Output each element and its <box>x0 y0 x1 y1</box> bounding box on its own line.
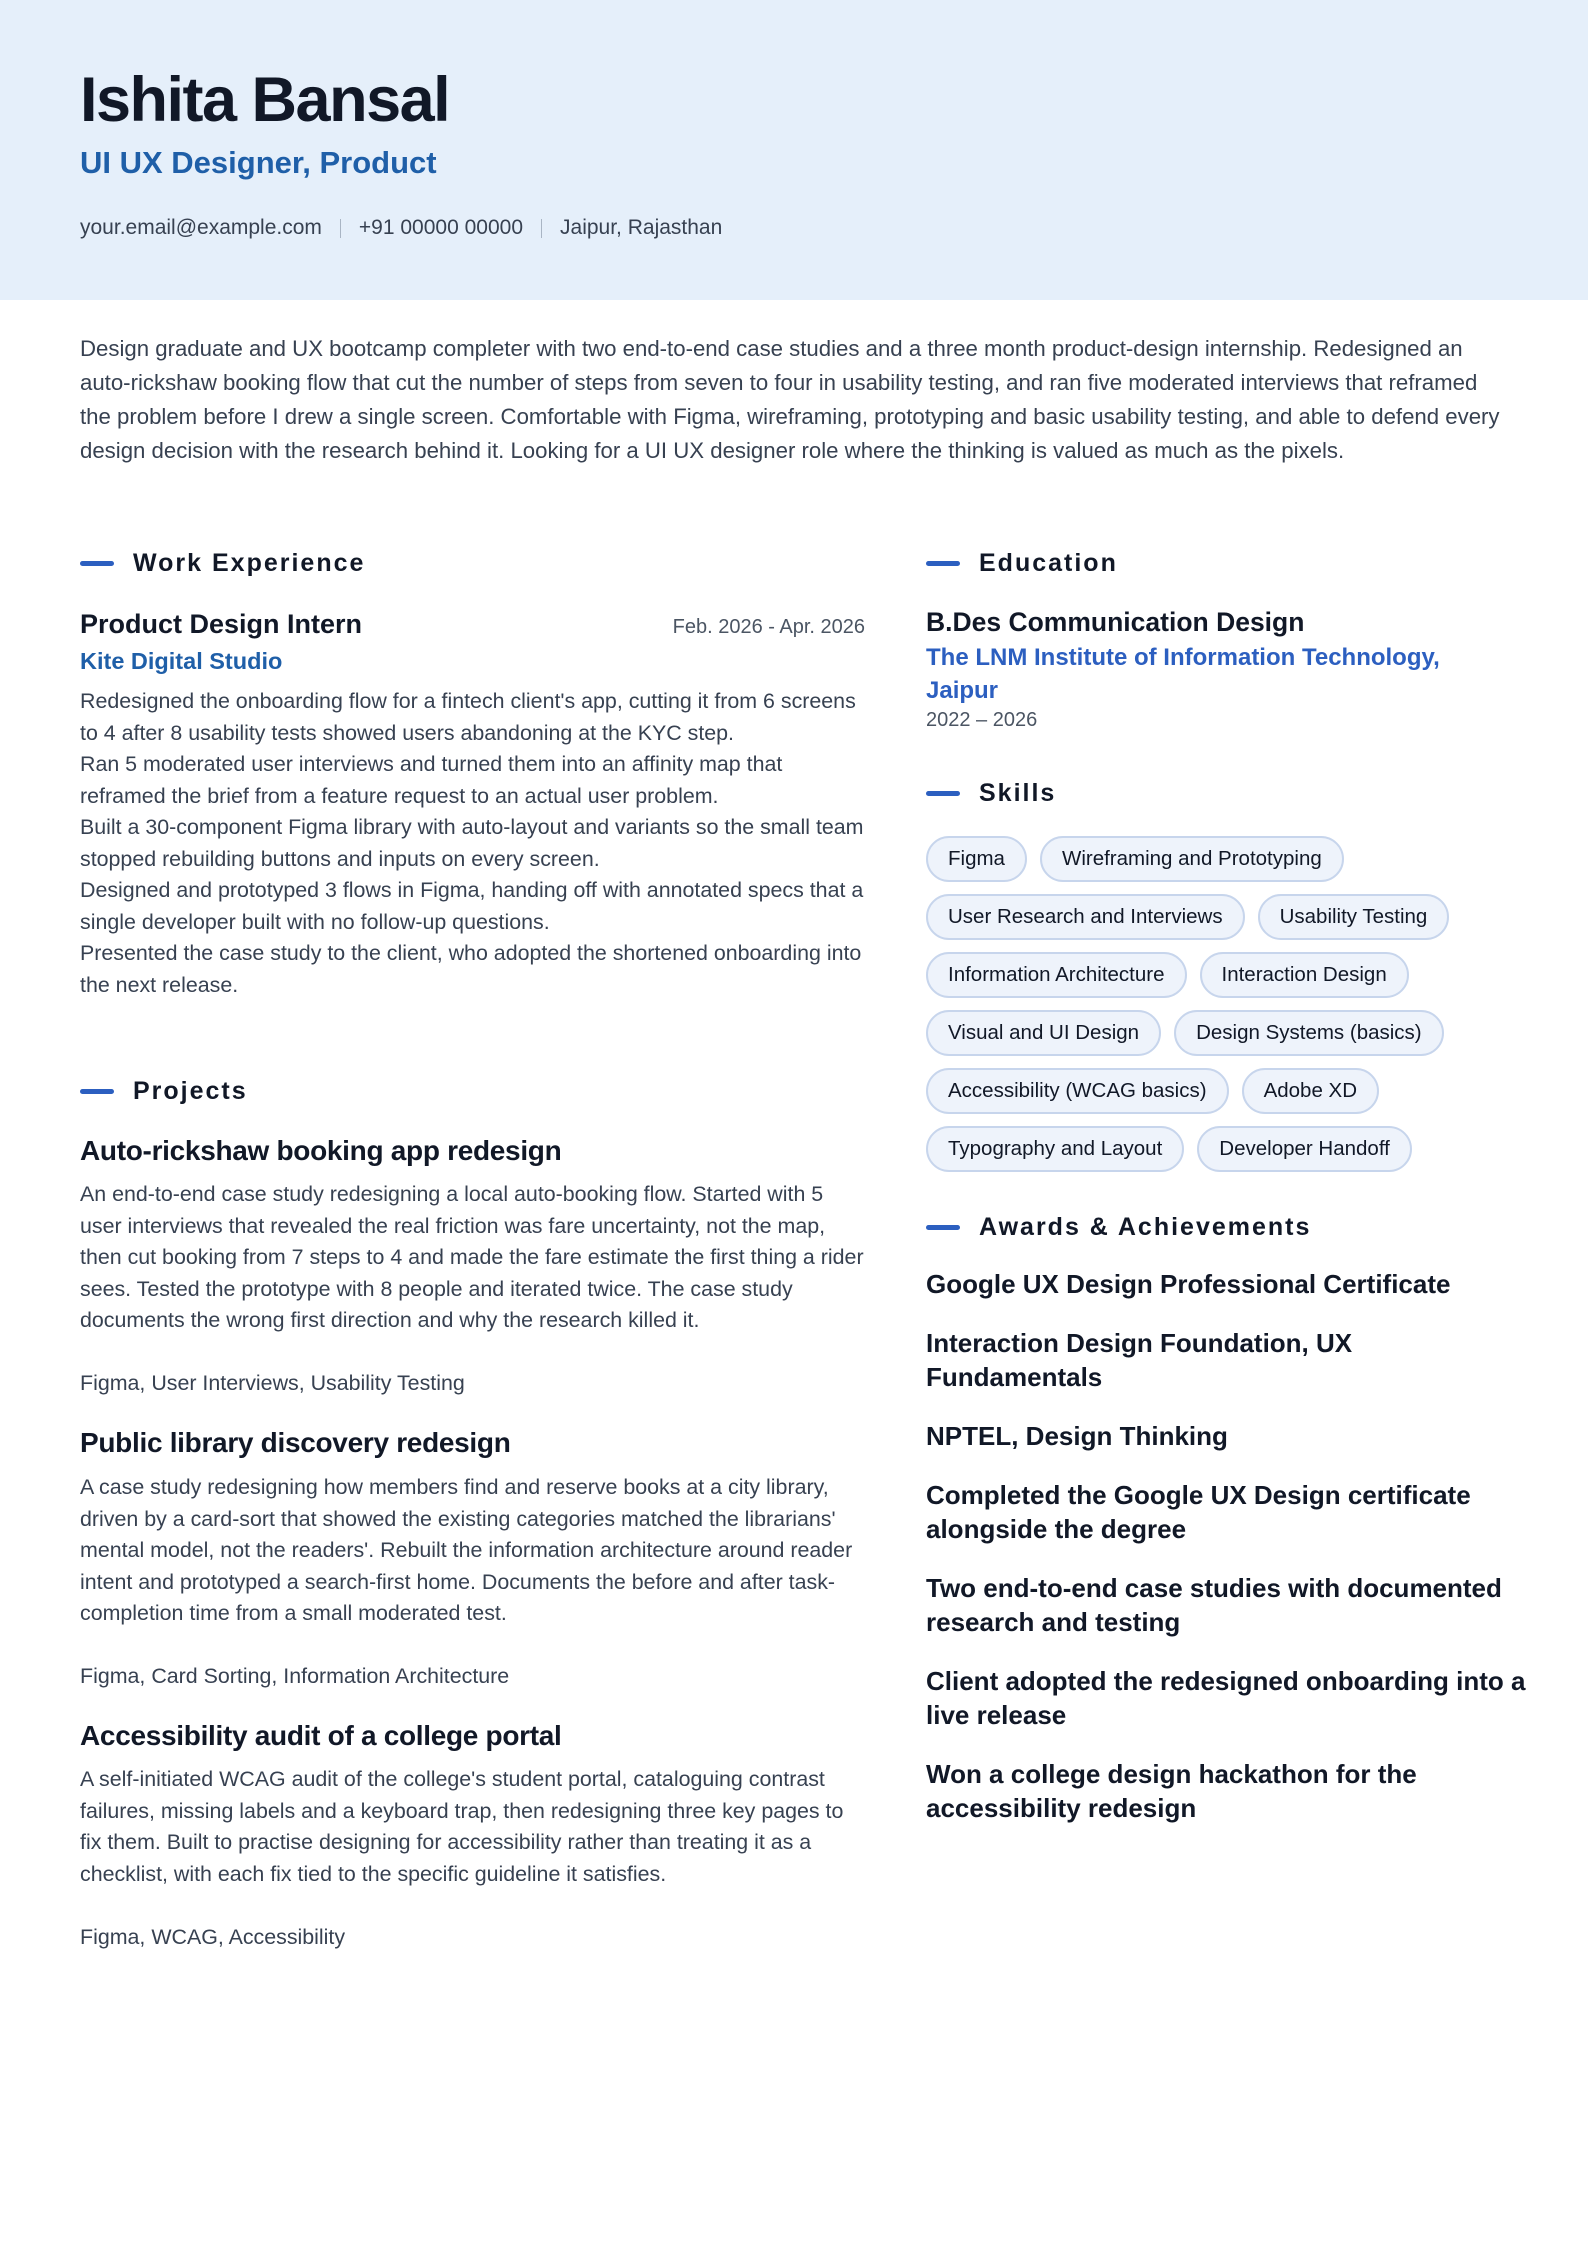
profile-summary: Design graduate and UX bootcamp completer with two end-to-end case studies and a three month product-design internship. Redesigned an auto-rickshaw booking flow that cut the number of steps from seven to four in usability testing, and ran five moderated interviews that reframed the problem before I drew a single screen. Comfortable with Figma, wireframing, prototyping and basic usability testing, and able to defend every design decision with the research behind it. Looking for a UI UX designer role where the thinking is valued as much as the pixels. <box>80 336 1500 463</box>
project-description: A self-initiated WCAG audit of the college's student portal, cataloguing contrast failures, missing labels and a keyboard trap, then redesigning three key pages to fix them. Built to practise designing for accessibility rather than treating it as a checklist, with each fix tied to the specific guideline it satisfies. <box>80 1767 844 1886</box>
skill-chip: Adobe XD <box>1242 1068 1379 1114</box>
resume-header <box>0 0 1588 300</box>
section-title-text: Work Experience <box>133 549 366 577</box>
section-accent-bar <box>926 791 960 796</box>
section-title-text: Education <box>979 549 1118 577</box>
project-title: Public library discovery redesign <box>80 1427 511 1458</box>
contact-divider <box>541 219 542 238</box>
award-item: Two end-to-end case studies with documented research and testing <box>926 1573 1502 1637</box>
section-accent-bar <box>80 561 114 566</box>
contact-location: Jaipur, Rajasthan <box>560 216 723 239</box>
awards-heading <box>926 1212 1311 1242</box>
job-bullet: Built a 30-component Figma library with auto-layout and variants so the small team stopped rebuilding buttons and inputs on every screen. <box>80 815 864 871</box>
section-title-text: Projects <box>133 1077 248 1105</box>
education-school: The LNM Institute of Information Technology, Jaipur <box>926 644 1440 704</box>
education-degree: B.Des Communication Design <box>926 607 1305 637</box>
contact-phone[interactable]: +91 00000 00000 <box>358 216 524 239</box>
project-tags: Figma, User Interviews, Usability Testing <box>80 1371 465 1395</box>
skill-chip: Information Architecture <box>926 952 1187 998</box>
section-accent-bar <box>926 1225 960 1230</box>
projects-heading <box>80 1076 248 1106</box>
contact-line <box>80 214 722 242</box>
skill-chip: Accessibility (WCAG basics) <box>926 1068 1229 1114</box>
skills-heading <box>926 778 1056 808</box>
work-experience-heading <box>80 548 365 578</box>
job-company: Kite Digital Studio <box>80 648 283 674</box>
award-item: Won a college design hackathon for the accessibility redesign <box>926 1759 1417 1823</box>
skill-chip: Usability Testing <box>1258 894 1450 940</box>
section-title-text: Skills <box>979 779 1057 807</box>
education-years: 2022 – 2026 <box>926 709 1038 731</box>
skill-chip: Developer Handoff <box>1197 1126 1412 1172</box>
award-item: Completed the Google UX Design certificate alongside the degree <box>926 1480 1471 1544</box>
skill-chip: Wireframing and Prototyping <box>1040 836 1344 882</box>
job-dates: Feb. 2026 - Apr. 2026 <box>672 616 865 638</box>
job-bullet: Designed and prototyped 3 flows in Figma, handing off with annotated specs that a single developer built with no follow-up questions. <box>80 878 864 934</box>
skill-chip: Design Systems (basics) <box>1174 1010 1444 1056</box>
award-item: NPTEL, Design Thinking <box>926 1421 1228 1451</box>
job-bullets <box>80 686 870 1001</box>
project-title: Accessibility audit of a college portal <box>80 1720 562 1751</box>
section-title-text: Awards & Achievements <box>979 1213 1312 1241</box>
project-tags: Figma, Card Sorting, Information Architecture <box>80 1664 510 1688</box>
award-item: Interaction Design Foundation, UX Fundamentals <box>926 1328 1353 1392</box>
award-item: Google UX Design Professional Certificate <box>926 1269 1451 1299</box>
project-tags: Figma, WCAG, Accessibility <box>80 1925 346 1949</box>
project-title: Auto-rickshaw booking app redesign <box>80 1135 562 1166</box>
job-bullet: Presented the case study to the client, who adopted the shortened onboarding into the next release. <box>80 941 862 997</box>
awards-list <box>926 1267 1526 1850</box>
skill-chip: User Research and Interviews <box>926 894 1245 940</box>
skills-list <box>926 836 1526 1172</box>
skill-chip: Typography and Layout <box>926 1126 1184 1172</box>
section-accent-bar <box>926 561 960 566</box>
skill-chip: Visual and UI Design <box>926 1010 1161 1056</box>
project-description: A case study redesigning how members find and reserve books at a city library, driven by a card-sort that showed the existing categories matched the librarians' mental model, not the readers'. Rebuilt the information architecture around reader intent and prototyped a search-first home. Documents the before and after task-completion time from a small moderated test. <box>80 1475 853 1625</box>
job-title: Product Design Intern <box>80 609 363 639</box>
candidate-name: Ishita Bansal <box>80 65 450 135</box>
project-description: An end-to-end case study redesigning a local auto-booking flow. Started with 5 user interviews that revealed the real friction was fare uncertainty, not the map, then cut booking from 7 steps to 4 and made the fare estimate the first thing a rider sees. Tested the prototype with 8 people and iterated twice. The case study documents the wrong first direction and why the research killed it. <box>80 1182 864 1332</box>
contact-email[interactable]: your.email@example.com <box>80 216 322 239</box>
award-item: Client adopted the redesigned onboarding into a live release <box>926 1666 1526 1730</box>
contact-divider <box>340 219 341 238</box>
education-heading <box>926 548 1118 578</box>
skill-chip: Figma <box>926 836 1027 882</box>
job-bullet: Redesigned the onboarding flow for a fintech client's app, cutting it from 6 screens to 4 after 8 usability tests showed users abandoning at the KYC step. <box>80 689 856 745</box>
skill-chip: Interaction Design <box>1200 952 1409 998</box>
section-accent-bar <box>80 1089 114 1094</box>
candidate-role: UI UX Designer, Product <box>80 145 437 180</box>
job-bullet: Ran 5 moderated user interviews and turned them into an affinity map that reframed the brief from a feature request to an actual user problem. <box>80 752 783 808</box>
